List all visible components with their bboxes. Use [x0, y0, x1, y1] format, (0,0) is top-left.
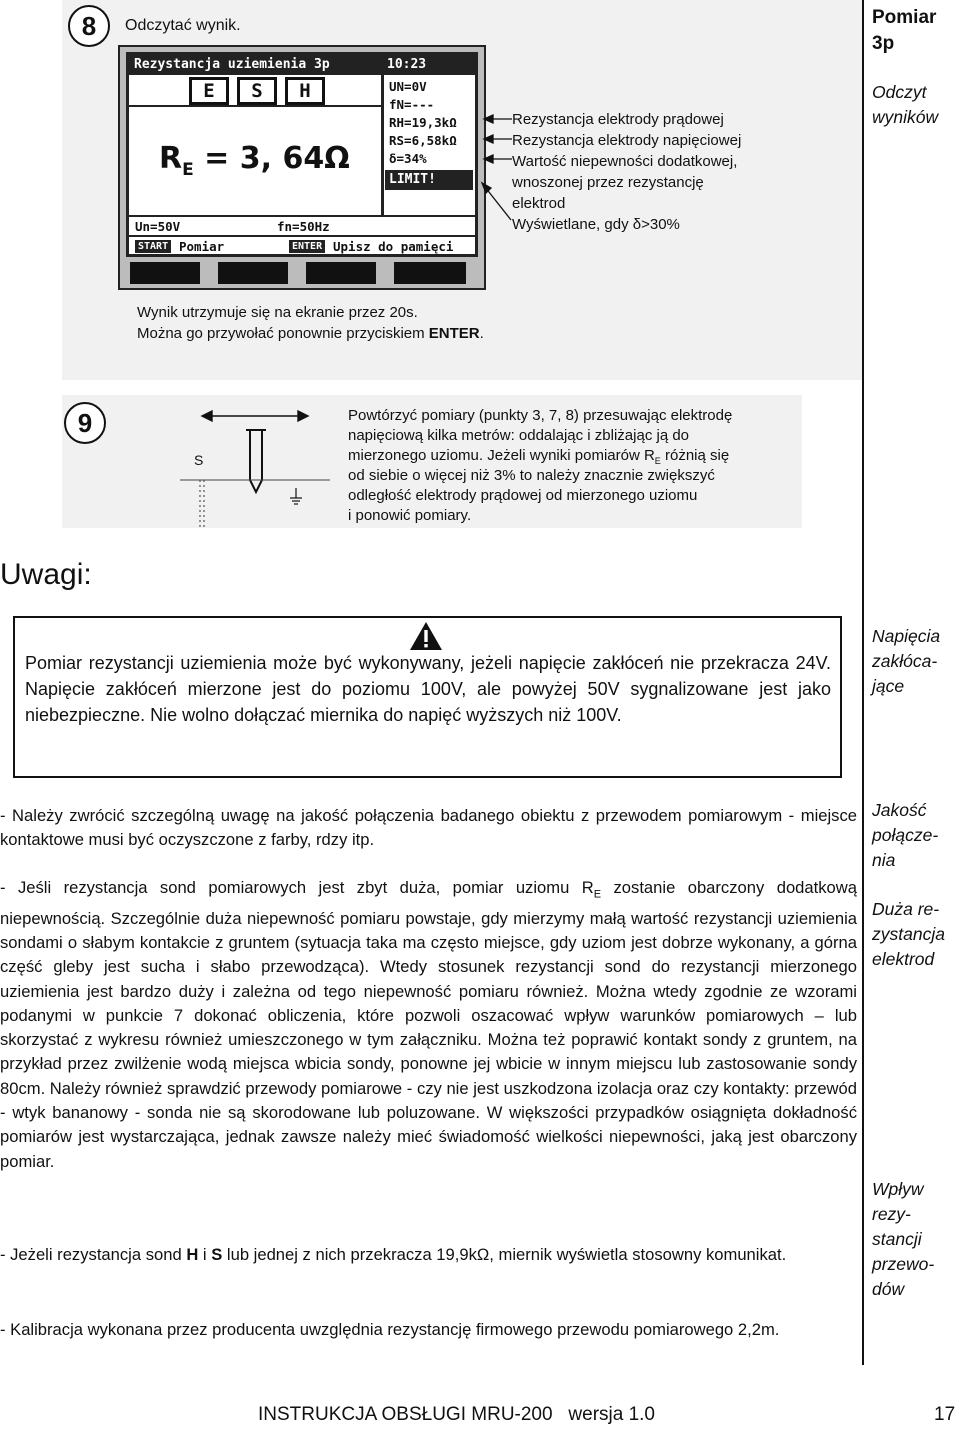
sidebar-high-electrode-resistance: Duża re- zystancja elektrod: [872, 899, 945, 969]
footer-title: INSTRUKCJA OBSŁUGI MRU-200 wersja 1.0: [258, 1404, 655, 1425]
step9-line3: mierzonego uziomu. Jeżeli wyniki pomiarów $R_E$ różnią się: [348, 447, 730, 466]
annotation-uncertainty-3: elektrod: [512, 195, 566, 212]
lcd-result-value: = 3, 64Ω: [193, 141, 350, 176]
sidebar-lead-resistance: Wpływ rezy- stancji przewo- dów: [872, 1179, 935, 1299]
lcd-enter-key: ENTER: [289, 240, 325, 253]
step8-note-line2: Można go przywołać ponownie przyciskiem ENTER.: [137, 325, 484, 342]
sidebar-divider: [862, 0, 864, 1365]
lcd-result: [159, 141, 350, 180]
lcd-vertical-divider: [381, 55, 384, 215]
lcd-fn: fn=50Hz: [277, 219, 330, 234]
annotation-voltage-electrode: Rezystancja elektrody napięciowej: [512, 132, 742, 149]
warning-text: Pomiar rezystancji uziemienia może być wykonywany, jeżeli napięcie zakłóceń nie przekracza 24V. Napięcie zakłóceń mierzone jest do poziomu 100V, ale powyżej 50V sygnalizowane jest jako niebezpieczne. Nie wolno dołączać miernika do napięć wyższych niż 100V.: [25, 653, 831, 725]
lcd-start-label: Pomiar: [179, 239, 225, 254]
step8-instruction: Odczytać wynik.: [125, 17, 241, 34]
annotation-uncertainty-1: Wartość niepewności dodatkowej,: [512, 153, 738, 170]
sidebar-read-results: Odczyt wyników: [872, 82, 939, 127]
paragraph-calibration: - Kalibracja wykonana przez producenta uwzględnia rezystancję firmowego przewodu pomiarowego 2,2m.: [0, 1320, 780, 1339]
step9-line6: i ponowić pomiary.: [348, 507, 472, 524]
lcd-un: Un=50V: [135, 219, 181, 234]
lcd-title-bar: [129, 55, 475, 75]
meter-function-button-4[interactable]: [394, 262, 466, 284]
lcd-bottom-divider-2: [129, 235, 475, 237]
lcd-value-un: UN=0V: [389, 79, 427, 94]
step8-number-circle: [68, 5, 110, 47]
step8-note-line1: Wynik utrzymuje się na ekranie przez 20s.: [137, 304, 418, 321]
electrode-label-s: S: [194, 452, 204, 468]
paragraph-high-resistance: - Jeśli rezystancja sond pomiarowych jest zbyt duża, pomiar uziomu $R_E$ zostanie obarczony dodatkową niepewnością. Szczególnie duża niepewność pomiaru powstaje, gdy mierzymy małą wartość rezystancji uziemienia sondami o słabym kontakcie z gruntem (sytuacja taka ma często miejsce, gdy uziom jest dobrze wykonany, a górna część gleby jest sucha i słabo przewodząca). Wtedy stosunek rezystancji sond do rezystancji mierzonego uziemienia jest bardzo duży i zależna od tego niepewność pomiaru również. Można wtedy zgodnie ze wzorami podanymi w punkcie 7 dokonać obliczenia, które pozwoli oszacować wpływ warunków pomiarowych – lub skorzystać z wykresu również umieszczonego w tym załączniku. Można też poprawić kontakt sondy z gruntem, na przykład przez zwilżenie wodą miejsca wbicia sondy, ponowne jej wbicie w innym miejscu lub zastosowanie sondy 80cm. Należy również sprawdzić przewody pomiarowe - czy nie jest uszkodzona izolacja oraz czy kontakty: przewód - wtyk bananowy - sonda nie są skorodowane lub poluzowane. W większości przypadków osiągnięta dokładność pomiarów jest wystarczająca, jednak zawsze należy mieć świadomość wielkości niepewności, jaką jest obarczony pomiar.: [0, 878, 857, 1171]
lcd-letter-e: E: [189, 77, 229, 105]
lcd-horizontal-divider: [129, 105, 381, 107]
sidebar-heading: Pomiar 3p: [872, 7, 937, 54]
lcd-letter-s: S: [237, 77, 277, 105]
sidebar-interference-voltage: Napięcia zakłóca- jące: [872, 626, 941, 696]
lcd-letter-h: H: [285, 77, 325, 105]
lcd-bottom-divider: [129, 215, 475, 217]
step9-line1: Powtórzyć pomiary (punkty 3, 7, 8) przesuwając elektrodę: [348, 407, 733, 424]
enter-key-name: ENTER: [428, 325, 480, 342]
annotation-shown-when: Wyświetlane, gdy δ>30%: [512, 216, 680, 233]
step9-number-circle: [64, 402, 106, 444]
step9-number: 9: [77, 407, 93, 438]
lcd-value-delta: δ=34%: [389, 151, 427, 166]
lcd-value-fn: fN=---: [389, 97, 435, 112]
lcd-result-sub: E: [182, 160, 194, 180]
sidebar-connection-quality: Jakość połącze- nia: [872, 800, 939, 870]
step8-number: 8: [81, 10, 97, 41]
lcd-limit-badge: LIMIT!: [385, 170, 473, 190]
lcd-result-symbol: R: [159, 141, 183, 176]
annotation-current-electrode: Rezystancja elektrody prądowej: [512, 111, 724, 128]
lcd-start-key: START: [135, 240, 171, 253]
warning-triangle-icon: [409, 621, 443, 651]
footer-page-number: 17: [934, 1404, 956, 1425]
lcd-enter-label: Upisz do pamięci: [333, 239, 454, 254]
meter-lcd-screen: [126, 52, 478, 257]
annotation-uncertainty-2: wnoszonej przez rezystancję: [512, 174, 704, 191]
lcd-value-rs: RS=6,58kΩ: [389, 133, 457, 148]
step9-line4: od siebie o więcej niż 3% to należy znacznie zwiększyć: [348, 467, 715, 484]
paragraph-connection-quality: - Należy zwrócić szczególną uwagę na jakość połączenia badanego obiektu z przewodem pomiarowym - miejsce kontaktowe musi być oczyszczone z farby, rdzy itp.: [0, 806, 857, 850]
paragraph-probe-message: - Jeżeli rezystancja sond H i S lub jednej z nich przekracza 19,9kΩ, miernik wyświetla stosowny komunikat.: [0, 1245, 787, 1264]
uwagi-heading: Uwagi:: [0, 558, 92, 591]
step9-line5: odległość elektrody prądowej od mierzonego uziomu: [348, 487, 698, 504]
meter-function-button-2[interactable]: [218, 262, 288, 284]
lcd-title: Rezystancja uziemienia 3p: [134, 57, 330, 72]
meter-function-button-3[interactable]: [306, 262, 376, 284]
lcd-time: 10:23: [387, 57, 427, 72]
step9-line2: napięciową kilka metrów: oddalając i zbliżając ją do: [348, 427, 690, 444]
lcd-value-rh: RH=19,3kΩ: [389, 115, 457, 130]
meter-function-button-1[interactable]: [130, 262, 200, 284]
